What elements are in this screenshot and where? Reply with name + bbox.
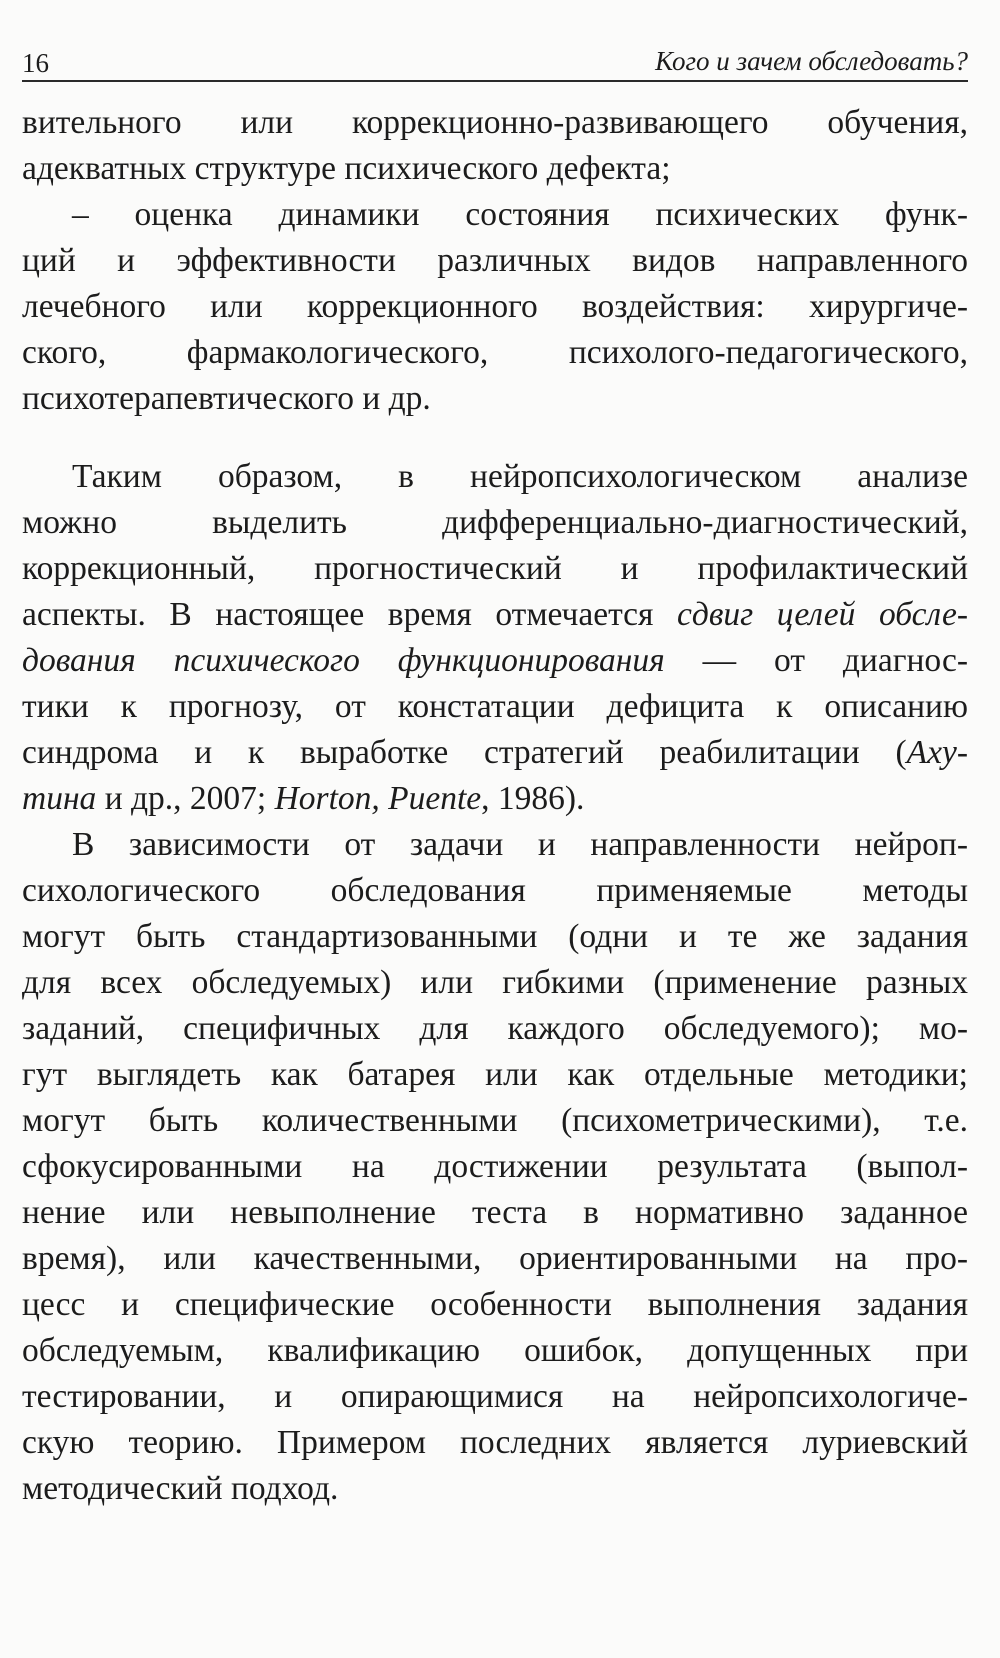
text-line [22, 776, 968, 822]
text-line: тики к прогнозу, от констатации дефицита к описанию [22, 688, 968, 725]
text-run: — от диагнос- [664, 642, 968, 679]
running-header [22, 40, 968, 82]
italic-author: Horton, Puente [274, 780, 482, 817]
text-line: цесс и специфические особенности выполнения задания [22, 1286, 968, 1323]
text-run: , 1986). [481, 780, 585, 817]
page-number: 16 [22, 48, 49, 78]
paragraph-3 [22, 454, 968, 822]
text-run: и др., 2007; [96, 780, 275, 817]
paragraph-1 [22, 100, 968, 192]
paragraph-4 [22, 822, 968, 1512]
text-line: могут быть количественными (психометрическими), т.е. [22, 1102, 968, 1139]
text-line [22, 592, 968, 638]
text-line: время), или качественными, ориентированными на про- [22, 1240, 968, 1277]
body-text [22, 100, 968, 1512]
text-line: психотерапевтического и др. [22, 380, 431, 417]
text-line: адекватных структуре психического дефекта; [22, 150, 671, 187]
text-run: аспекты. В настоящее время отмечается [22, 596, 678, 633]
italic-author: Аху- [906, 734, 968, 771]
text-line: ского, фармакологического, психолого-педагогического, [22, 334, 968, 371]
chapter-title: Кого и зачем обследовать? [655, 46, 968, 76]
italic-emphasis: дования психического функционирования [22, 642, 665, 679]
text-line: сфокусированными на достижении результата (выпол- [22, 1148, 968, 1185]
italic-author: тина [22, 780, 97, 817]
paragraph-spacer [22, 422, 968, 454]
paragraph-2 [22, 192, 968, 422]
text-line: сихологического обследования применяемые методы [22, 872, 968, 909]
text-line: для всех обследуемых) или гибкими (применение разных [22, 964, 968, 1001]
text-line: ций и эффективности различных видов направленного [22, 242, 968, 279]
text-run: синдрома и к выработке стратегий реабилитации ( [22, 734, 907, 771]
text-line: – оценка динамики состояния психических функ- [72, 196, 968, 233]
text-line: гут выглядеть как батарея или как отдельные методики; [22, 1056, 968, 1093]
text-line: скую теорию. Примером последних является луриевский [22, 1424, 968, 1461]
text-line: методический подход. [22, 1470, 339, 1507]
text-line: заданий, специфичных для каждого обследуемого); мо- [22, 1010, 968, 1047]
text-line: обследуемым, квалификацию ошибок, допущенных при [22, 1332, 968, 1369]
text-line [22, 638, 968, 684]
text-line: Таким образом, в нейропсихологическом анализе [72, 458, 968, 495]
text-line: вительного или коррекционно-развивающего обучения, [22, 104, 968, 141]
text-line: В зависимости от задачи и направленности нейроп- [72, 826, 968, 863]
text-line: можно выделить дифференциально-диагностический, [22, 504, 968, 541]
text-line: коррекционный, прогностический и профилактический [22, 550, 968, 587]
text-line [22, 730, 968, 776]
text-line: нение или невыполнение теста в нормативно заданное [22, 1194, 968, 1231]
italic-emphasis: сдвиг целей обсле- [677, 596, 969, 633]
text-line: лечебного или коррекционного воздействия: хирургиче- [22, 288, 968, 325]
text-line: могут быть стандартизованными (одни и те же задания [22, 918, 968, 955]
text-line: тестировании, и опирающимися на нейропсихологиче- [22, 1378, 968, 1415]
